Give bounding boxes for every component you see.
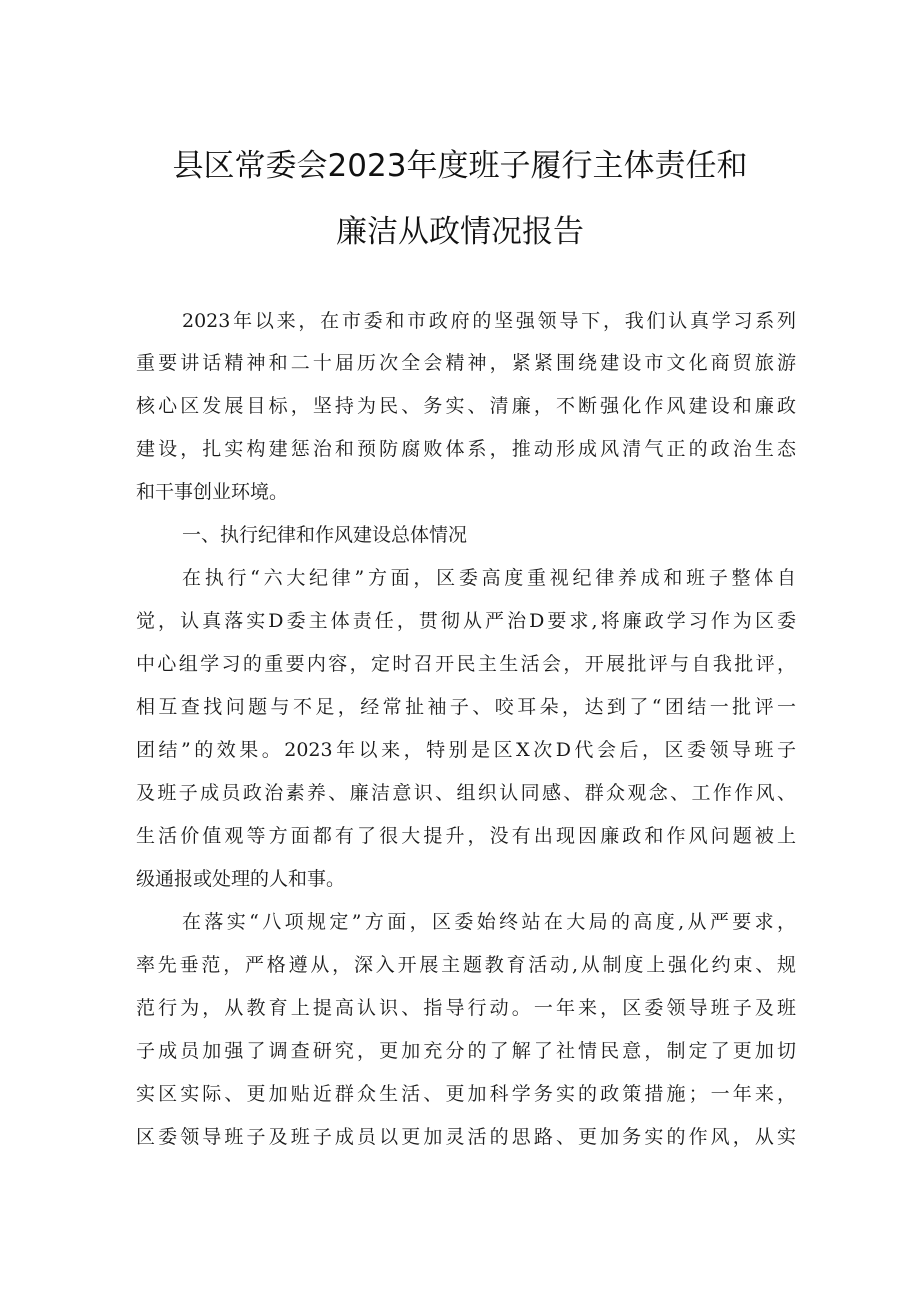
paragraph-line: 建设，扎实构建惩治和预防腐败体系，推动形成风清气正的政治生态 [136,438,796,460]
paragraph-line: 觉，认真落实D委主体责任，贯彻从严治D要求,将廉政学习作为区委 [136,610,796,632]
paragraph-line: 和干事创业环境。 [136,481,289,503]
section-heading: 一、执行纪律和作风建设总体情况 [182,524,468,546]
document-title-line-2: 廉洁从政情况报告 [336,214,584,250]
paragraph-line: 相互查找问题与不足，经常扯袖子、咬耳朵，达到了“团结一批评一 [136,696,796,718]
paragraph-line: 团结”的效果。2023年以来，特别是区X次D代会后，区委领导班子 [136,739,796,761]
paragraph-line: 级通报或处理的人和事。 [136,868,346,890]
paragraph-line: 重要讲话精神和二十届历次全会精神，紧紧围绕建设市文化商贸旅游 [136,352,796,374]
paragraph-line: 核心区发展目标，坚持为民、务实、清廉，不断强化作风建设和廉政 [136,395,796,417]
paragraph-line: 在落实“八项规定”方面，区委始终站在大局的高度,从严要求， [182,911,796,933]
paragraph-line: 实区实际、更加贴近群众生活、更加科学务实的政策措施；一年来， [136,1083,796,1105]
paragraph-line: 子成员加强了调查研究，更加充分的了解了社情民意，制定了更加切 [136,1040,796,1062]
paragraph-line: 率先垂范，严格遵从，深入开展主题教育活动,从制度上强化约束、规 [136,954,796,976]
paragraph-line: 及班子成员政治素养、廉洁意识、组织认同感、群众观念、工作作风、 [136,782,796,804]
paragraph-line: 在执行“六大纪律”方面，区委高度重视纪律养成和班子整体自 [182,567,796,589]
paragraph-line: 范行为，从教育上提高认识、指导行动。一年来，区委领导班子及班 [136,997,796,1019]
paragraph-line: 2023年以来，在市委和市政府的坚强领导下，我们认真学习系列 [182,310,796,332]
paragraph-line: 中心组学习的重要内容，定时召开民主生活会，开展批评与自我批评， [136,653,796,675]
document-title-line-1: 县区常委会2023年度班子履行主体责任和 [172,148,748,184]
paragraph-line: 生活价值观等方面都有了很大提升，没有出现因廉政和作风问题被上 [136,825,796,847]
paragraph-line: 区委领导班子及班子成员以更加灵活的思路、更加务实的作风，从实 [136,1126,796,1148]
